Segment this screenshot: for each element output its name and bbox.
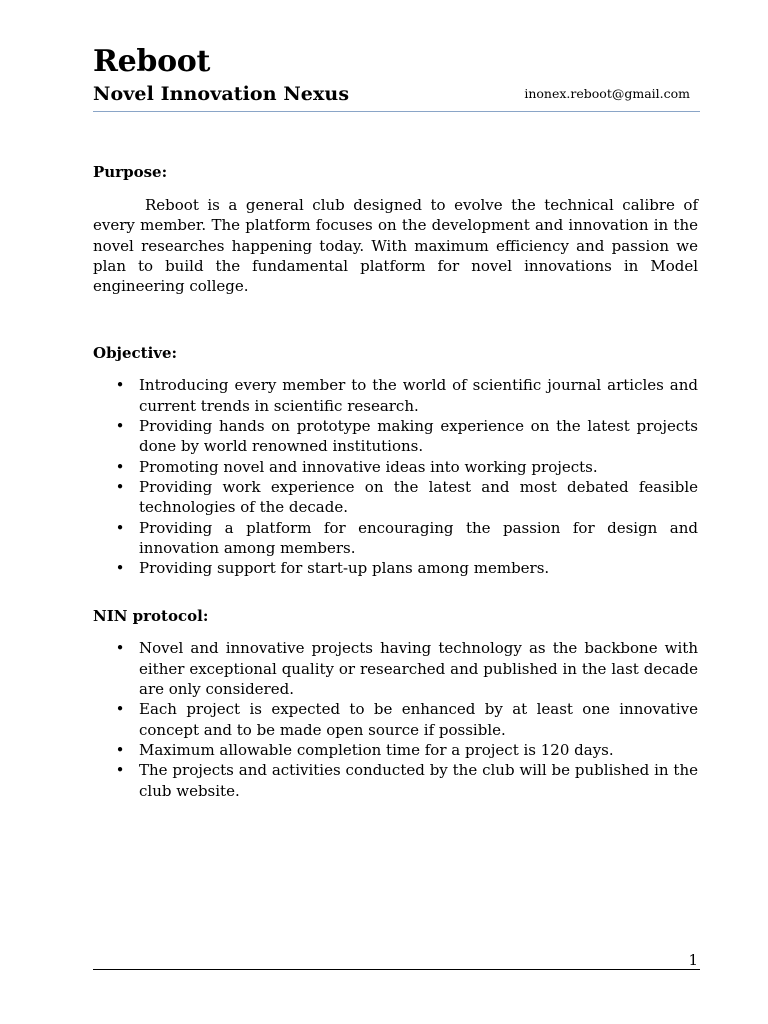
protocol-heading: NIN protocol: (93, 607, 209, 626)
list-item-text: Maximum allowable completion time for a project is 120 days. (139, 740, 614, 759)
bullet-icon: • (115, 740, 125, 759)
bullet-icon: • (115, 518, 125, 537)
purpose-heading: Purpose: (93, 163, 168, 181)
list-item (93, 638, 698, 699)
bullet-icon: • (115, 700, 125, 719)
header (93, 44, 700, 109)
bullet-icon: • (115, 761, 125, 780)
bullet-icon: • (115, 417, 125, 436)
bullet-icon: • (115, 376, 125, 395)
list-item (93, 416, 698, 457)
objective-section (93, 343, 698, 578)
list-item (93, 518, 698, 559)
protocol-list (93, 638, 698, 800)
objective-list (93, 375, 698, 578)
list-item-text: Providing work experience on the latest and most debated feasible technologies of the decade. (139, 477, 698, 517)
list-item-text: Each project is expected to be enhanced by at least one innovative concept and to be made open source if possible. (139, 700, 698, 739)
list-item (93, 558, 698, 578)
protocol-section (93, 606, 698, 800)
document-body (93, 162, 698, 801)
purpose-paragraph: Reboot is a general club designed to evolve the technical calibre of every member. The platform focuses on the development and innovation in the novel researches happening today. With maximum efficiency and passion we plan to build the fundamental platform for novel innovations in Model engineering college. (93, 196, 698, 296)
list-item-text: Providing a platform for encouraging the passion for design and innovation among members. (139, 518, 698, 557)
bullet-icon: • (115, 477, 125, 496)
document-subtitle: Novel Innovation Nexus (93, 83, 350, 105)
list-item (93, 375, 698, 416)
list-item-text: Promoting novel and innovative ideas into working projects. (139, 457, 598, 476)
list-item-text: Providing support for start-up plans among members. (139, 559, 550, 578)
document-title: Reboot (93, 44, 211, 79)
list-item (93, 740, 698, 760)
spacer (93, 296, 698, 343)
bullet-icon: • (115, 639, 125, 658)
spacer (93, 578, 698, 606)
list-item (93, 477, 698, 518)
list-item-text: Introducing every member to the world of scientific journal articles and current trends in scientific research. (139, 376, 698, 415)
footer-divider (93, 969, 700, 970)
purpose-section (93, 162, 698, 296)
list-item-text: The projects and activities conducted by the club will be published in the club website. (139, 761, 698, 800)
list-item (93, 699, 698, 740)
page-number: 1 (688, 951, 698, 969)
subtitle-row (93, 81, 700, 109)
list-item-text: Novel and innovative projects having technology as the backbone with either exceptional quality or researched and published in the last decade are only considered. (139, 639, 698, 699)
bullet-icon: • (115, 559, 125, 578)
objective-heading: Objective: (93, 344, 178, 363)
header-divider (93, 111, 700, 112)
contact-email: inonex.reboot@gmail.com (524, 86, 690, 101)
bullet-icon: • (115, 457, 125, 476)
list-item (93, 457, 698, 477)
list-item (93, 760, 698, 801)
list-item-text: Providing hands on prototype making experience on the latest projects done by world renowned institutions. (139, 417, 698, 456)
